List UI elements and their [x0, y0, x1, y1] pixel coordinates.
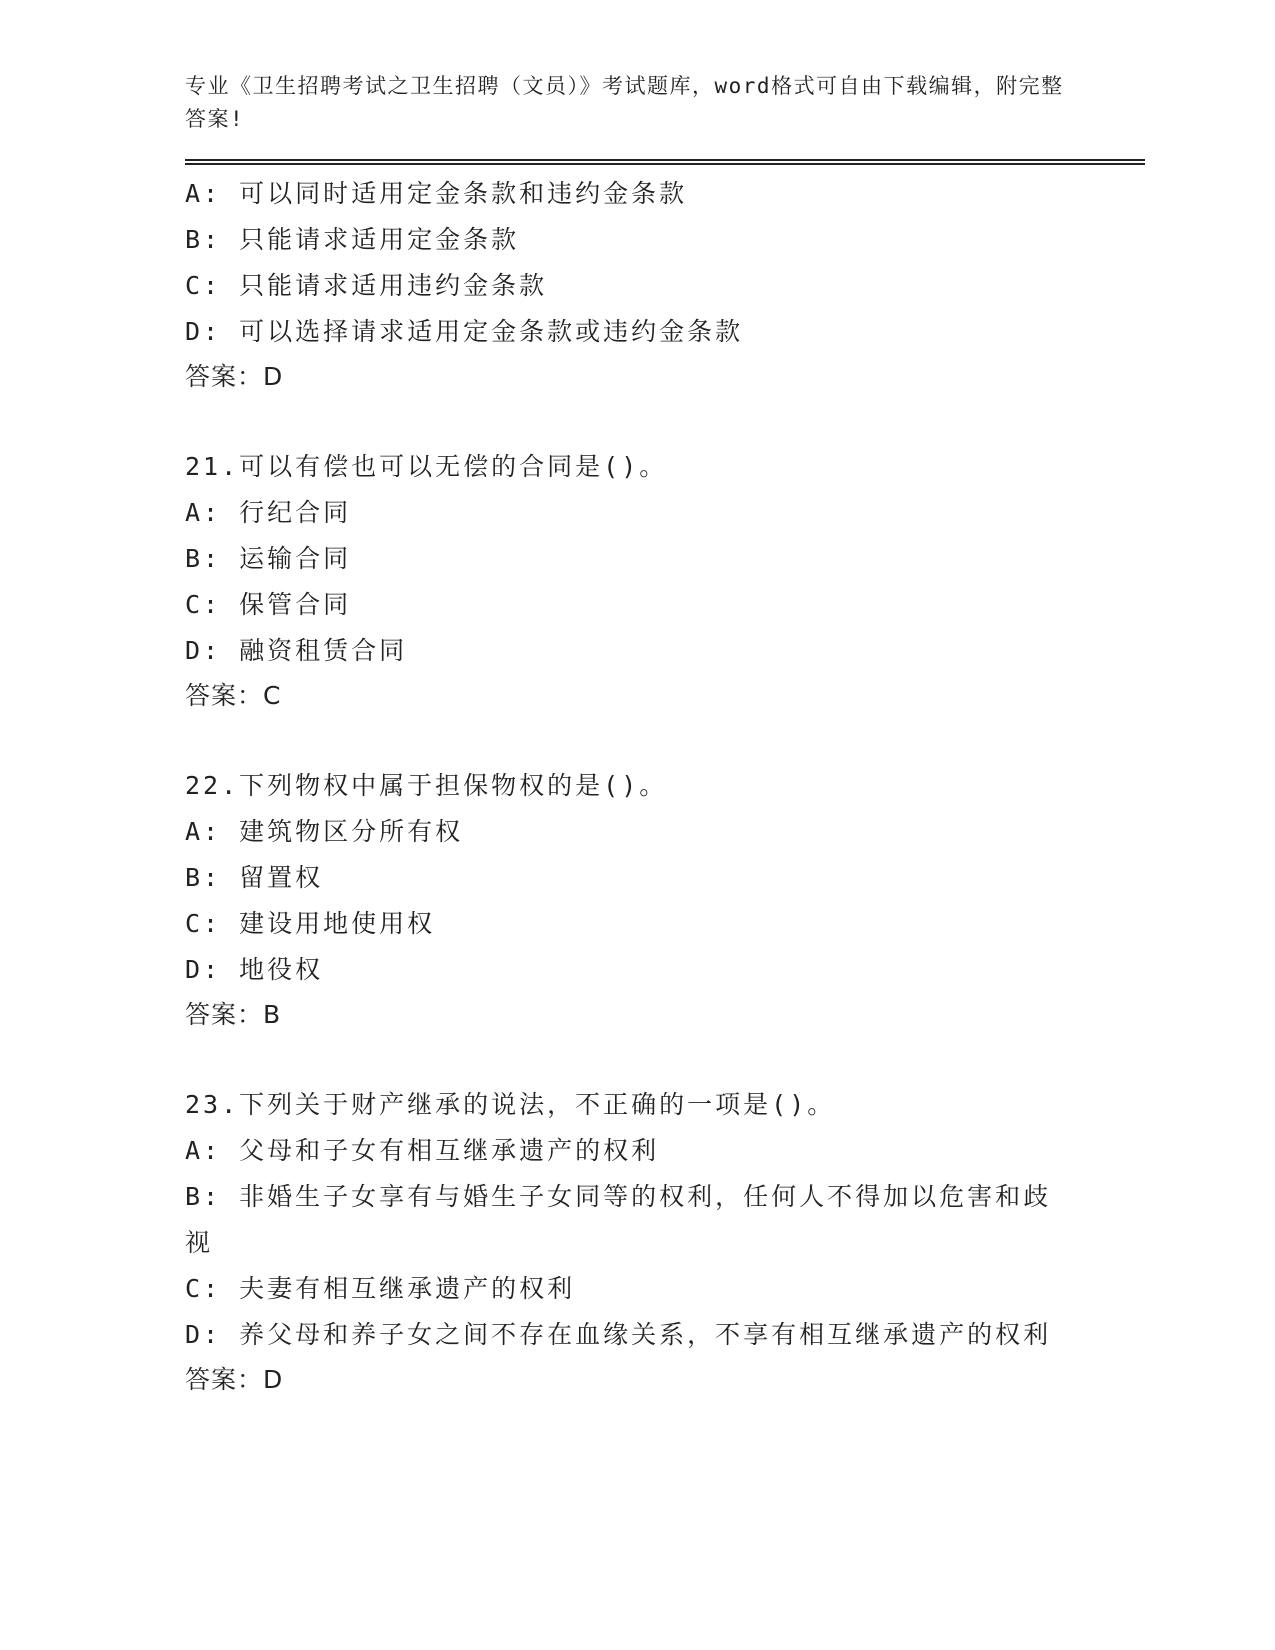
option-text: 养父母和养子女之间不存在血缘关系，不享有相互继承遗产的权利 [239, 1320, 1052, 1349]
option-text: 地役权 [239, 955, 324, 984]
option-text: 行纪合同 [239, 498, 352, 527]
option-b [185, 1174, 1065, 1266]
answer-line: 答案：C [185, 681, 282, 710]
option-label: A: [185, 498, 222, 527]
question-block [185, 763, 1145, 1037]
option-a [185, 809, 1145, 855]
option-label: B: [185, 863, 222, 892]
option-d [185, 1312, 1145, 1358]
option-label: C: [185, 1274, 222, 1303]
option-text: 夫妻有相互继承遗产的权利 [239, 1274, 576, 1303]
option-text: 建筑物区分所有权 [239, 817, 464, 846]
document-header: 专业《卫生招聘考试之卫生招聘（文员）》考试题库，word格式可自由下载编辑，附完整答案! [185, 74, 1064, 131]
answer-line: 答案：D [185, 1365, 284, 1394]
option-c [185, 263, 1145, 309]
option-text: 融资租赁合同 [239, 636, 408, 665]
option-label: B: [185, 1182, 222, 1211]
option-text: 非婚生子女享有与婚生子女同等的权利，任何人不得加以危害和歧视 [185, 1182, 1052, 1257]
option-text: 建设用地使用权 [239, 909, 436, 938]
question-stem: 22.下列物权中属于担保物权的是()。 [185, 771, 668, 800]
document-page [185, 70, 1145, 1447]
question-stem: 21.可以有偿也可以无偿的合同是()。 [185, 452, 668, 481]
option-label: A: [185, 1136, 222, 1165]
option-label: B: [185, 544, 222, 573]
option-text: 保管合同 [239, 590, 352, 619]
option-a [185, 1128, 1145, 1174]
option-text: 留置权 [239, 863, 324, 892]
question-block [185, 1082, 1145, 1402]
option-label: D: [185, 636, 222, 665]
option-b [185, 536, 1145, 582]
option-label: D: [185, 955, 222, 984]
option-text: 可以选择请求适用定金条款或违约金条款 [239, 317, 744, 346]
option-label: A: [185, 179, 222, 208]
question-block [185, 444, 1145, 718]
option-d [185, 628, 1145, 674]
option-d [185, 309, 1145, 355]
option-text: 只能请求适用违约金条款 [239, 271, 548, 300]
option-label: C: [185, 271, 222, 300]
option-c [185, 1266, 1145, 1312]
option-b [185, 217, 1145, 263]
option-label: A: [185, 817, 222, 846]
option-d [185, 947, 1145, 993]
option-label: B: [185, 225, 222, 254]
question-stem: 23.下列关于财产继承的说法，不正确的一项是()。 [185, 1090, 836, 1119]
header-double-rule [185, 159, 1145, 165]
option-b [185, 855, 1145, 901]
option-c [185, 582, 1145, 628]
answer-line: 答案：B [185, 1000, 282, 1029]
option-label: D: [185, 1320, 222, 1349]
option-c [185, 901, 1145, 947]
option-label: D: [185, 317, 222, 346]
answer-line: 答案：D [185, 362, 284, 391]
option-label: C: [185, 590, 222, 619]
option-text: 可以同时适用定金条款和违约金条款 [239, 179, 688, 208]
option-text: 只能请求适用定金条款 [239, 225, 520, 254]
question-block [185, 171, 1145, 399]
option-label: C: [185, 909, 222, 938]
option-text: 运输合同 [239, 544, 352, 573]
option-text: 父母和子女有相互继承遗产的权利 [239, 1136, 660, 1165]
option-a [185, 490, 1145, 536]
option-a [185, 171, 1145, 217]
